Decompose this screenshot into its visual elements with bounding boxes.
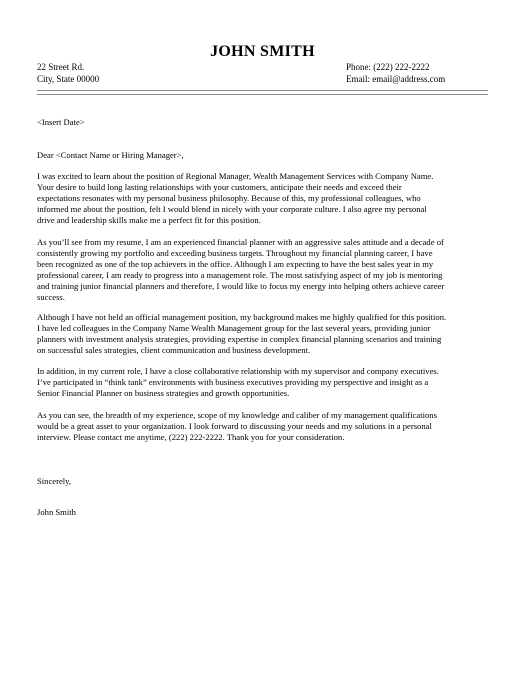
paragraph-line: professional career, I am ready to progress into a management role. The most satisfying aspect of my job is mentoring: [37, 270, 443, 281]
paragraph-line: informed me about the position, felt I would blend in nicely with your corporate culture. I also agree my personal: [37, 204, 427, 215]
paragraph-line: Senior Financial Planner on business strategies and growth opportunities.: [37, 388, 290, 399]
paragraph-line: interview. Please contact me anytime, (222) 222-2222. Thank you for your consideration.: [37, 432, 345, 443]
closing: Sincerely,: [37, 476, 72, 486]
paragraph-line: Your desire to build long lasting relationships with your customers, anticipate their needs and exceed their: [37, 182, 402, 193]
paragraph-line: success.: [37, 292, 65, 303]
paragraph-line: would be a great asset to your organization. I look forward to discussing your needs and my solutions in a personal: [37, 421, 432, 432]
paragraph-line: As you’ll see from my resume, I am an experienced financial planner with an aggressive sales attitude and a decade of: [37, 237, 444, 247]
address-block: [37, 61, 99, 85]
email-line: Email: email@address.com: [346, 74, 446, 84]
paragraph-line: planners with investment analysis strategies, providing expertise in complex financial planning scenarios and training: [37, 334, 442, 345]
paragraph-2: [37, 237, 490, 304]
address-line-2: City, State 00000: [37, 74, 100, 84]
paragraph-line: and training junior financial planners and therefore, I would like to focus my energy into helping others achieve career: [37, 281, 445, 292]
paragraph-5: [37, 410, 490, 443]
header-divider-bottom: [37, 94, 488, 95]
applicant-name: JOHN SMITH: [210, 43, 315, 60]
paragraph-line: consistently growing my portfolio and exceeding business targets. Throughout my financial planning career, I have: [37, 248, 433, 259]
address-line-1: 22 Street Rd.: [37, 62, 85, 72]
paragraph-line: drive and leadership skills make me a perfect fit for this position.: [37, 215, 261, 226]
paragraph-4: [37, 366, 490, 399]
paragraph-line: I’ve participated in “think tank” environments with business executives providing my perspective and insight as a: [37, 377, 429, 388]
paragraph-line: Although I have not held an official management position, my background makes me highly qualified for this position.: [37, 312, 447, 322]
signature-name: John Smith: [37, 507, 76, 517]
paragraph-line: on successful sales strategies, client communication and business development.: [37, 345, 311, 356]
paragraph-line: In addition, in my current role, I have a close collaborative relationship with my supervisor and company executives.: [37, 366, 439, 376]
header-divider-top: [37, 90, 488, 91]
paragraph-line: expectations resonates with my personal business philosophy. Because of this, my professional colleagues, who: [37, 193, 421, 204]
contact-block: [346, 61, 445, 85]
letter-date: <Insert Date>: [37, 117, 85, 127]
paragraph-line: been recognized as one of the top achievers in the office. Although I am expecting to have the best sales year in my: [37, 259, 434, 270]
paragraph-line: I have led colleagues in the Company Name Wealth Management group for the last several years, providing junior: [37, 323, 431, 334]
paragraph-1: [37, 171, 490, 226]
salutation: Dear <Contact Name or Hiring Manager>,: [37, 150, 184, 160]
paragraph-3: [37, 312, 490, 356]
paragraph-line: I was excited to learn about the position of Regional Manager, Wealth Management Services with Company Name.: [37, 171, 434, 181]
phone-line: Phone: (222) 222-2222: [346, 62, 430, 72]
paragraph-line: As you can see, the breadth of my experience, scope of my knowledge and caliber of my management qualifications: [37, 410, 437, 420]
